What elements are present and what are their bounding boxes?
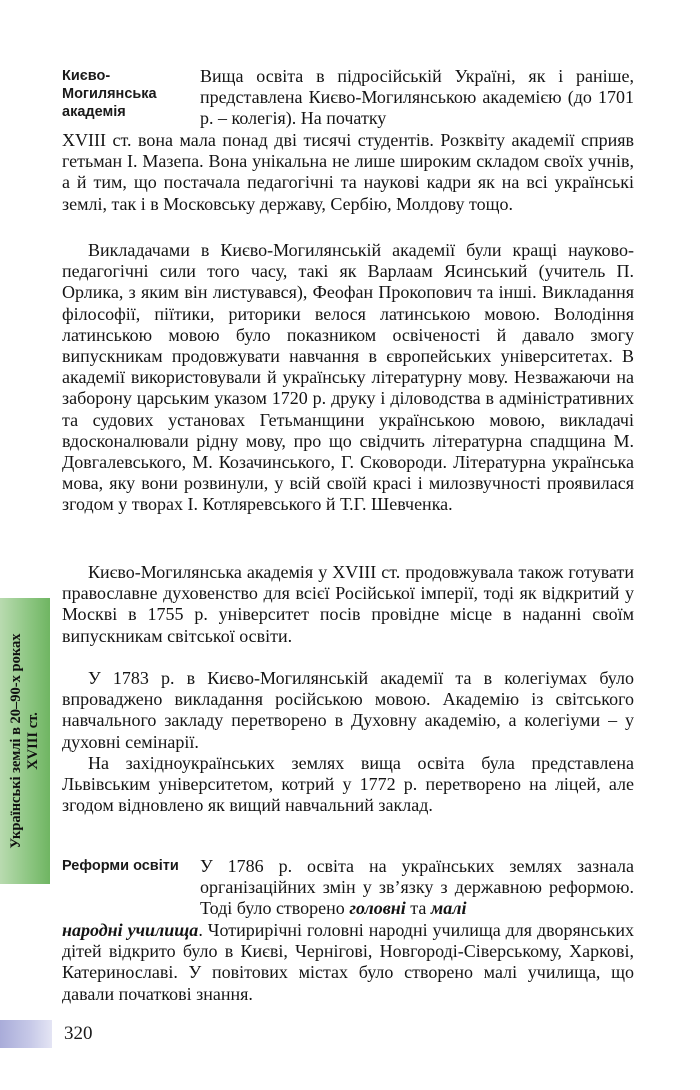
page-number-bar bbox=[0, 1020, 52, 1048]
margin-heading-education-reforms: Реформи освіти bbox=[62, 858, 179, 874]
paragraph-clergy-training: Києво-Могилянська академія у XVIII ст. продовжувала також готувати православне духовенство для всієї Російської імперії, тоді як відкритий у Москві в 1755 р. університет посів провідне місце в наданні своїм випускникам світської освіти. bbox=[62, 562, 634, 646]
section2-intro-text bbox=[200, 856, 634, 920]
chapter-title-line2: XVIII ст. bbox=[25, 712, 41, 770]
paragraph-teachers: Викладачами в Києво-Могилянській академії були кращі науково-педагогічні сили того часу, такі як Варлаам Ясинський (учитель П. Орлика, з яким він листувався), Феофан Прокопович та інші. Викладання філософії, піїтики, риторики велося латинською мовою. Володіння латинською мовою було показником освіченості й давало змогу випускникам продовжувати навчання в європейських університетах. В академії використовували й українську літературну мову. Незважаючи на заборону царським указом 1720 р. друку і діловодства в адміністративних та судових установах Гетьманщини українською мовою, викладачі вдосконалювали рідну мову, про що свідчить літературна спадщина М. Довгалевського, М. Козачинського, Г. Сковороди. Літературна українська мова, яку вони розвинули, у всій своїй красі і милозвучності проявилася згодом у творах І. Котляревського й Т.Г. Шевченка. bbox=[62, 240, 634, 515]
section2-continuation bbox=[62, 920, 634, 1005]
section2-intro-words: У 1786 р. освіта на українських землях зазнала організаційних змін у зв’язку з державною реформою. Тоді було створено bbox=[200, 856, 634, 919]
page-number: 320 bbox=[64, 1023, 93, 1044]
term-public-schools: народні училища bbox=[62, 920, 199, 940]
paragraph-lviv-university: На західноукраїнських землях вища освіта була представлена Львівським університетом, котрий у 1772 р. перетворено на ліцей, але згодом відновлено як вищий навчальний заклад. bbox=[62, 753, 634, 816]
chapter-title-line1: Українські землі в 20–90-х роках bbox=[8, 633, 24, 849]
section1-intro-text: Вища освіта в підросійській Україні, як і раніше, представлена Києво-Могилянською академією (до 1701 р. – колегія). На початку bbox=[200, 66, 634, 129]
term-main-schools: головні bbox=[349, 898, 406, 919]
term-small-schools: малі bbox=[430, 898, 467, 919]
chapter-side-tab-title bbox=[8, 598, 42, 884]
conjunction: та bbox=[410, 898, 427, 919]
paragraph-russian-language: У 1783 р. в Києво-Могилянській академії та в колегіумах було впроваджено викладання російською мовою. Академію із світського навчального закладу перетворено в Духовну академію, а колегіуми – у духовні семінарії. bbox=[62, 668, 634, 752]
section2-continuation-words: . Чотирирічні головні народні училища для дворянських дітей відкрито було в Києві, Чернігові, Новгороді-Сіверському, Харкові, Катеринославі. У повітових містах було створено малі училища, що давали початкові знання. bbox=[62, 920, 634, 1004]
section1-continuation: XVIII ст. вона мала понад дві тисячі студентів. Розквіту академії сприяв гетьман І. Мазепа. Вона унікальна не лише широким складом своїх учнів, а й тим, що постачала педагогічні та наукові кадри як на всі українські землі, так і в Московську державу, Сербію, Молдову тощо. bbox=[62, 130, 634, 214]
margin-heading-kyiv-mohyla-academy: Києво-Могилянська академія bbox=[62, 68, 157, 120]
